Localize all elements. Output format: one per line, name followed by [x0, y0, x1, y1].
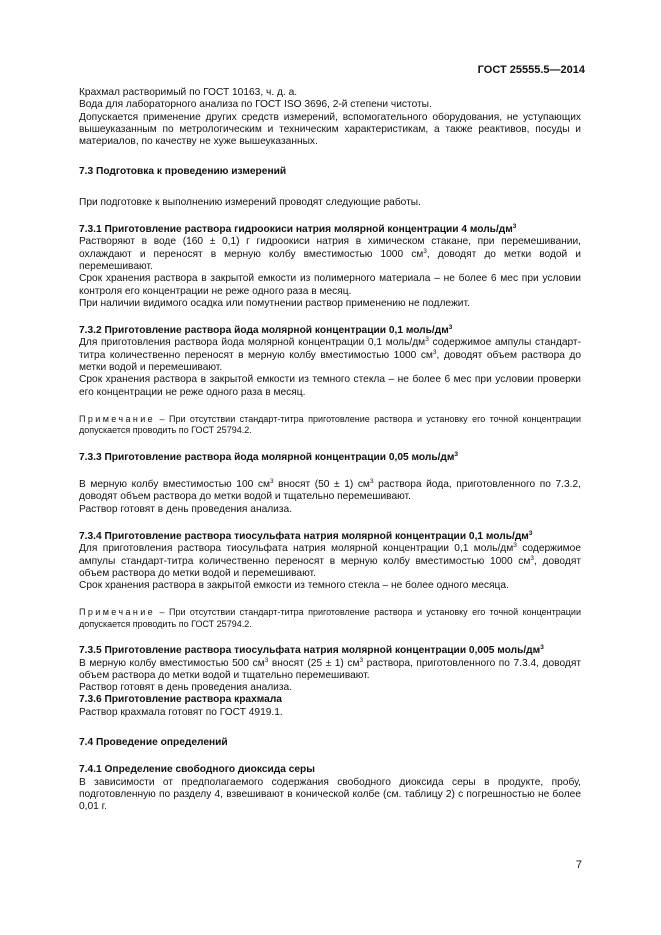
section-7-3-1-para-2: Срок хранения раствора в закрытой емкости из полимерного материала – не более 6 мес при условии контроля его концентрации не реже одного раза в месяц.	[79, 273, 581, 297]
section-7-3-1-heading: 7.3.1 Приготовление раствора гидроокиси натрия молярной концентрации 4 моль/$дм^3$	[79, 223, 517, 236]
section-7-3-2-para-2: Срок хранения раствора в закрытой емкости из темного стекла – не более 6 мес при условии проверки его концентрации не реже одного раза в месяц.	[79, 374, 581, 398]
section-7-3-5-para-1: В мерную колбу вместимостью 500 $см^3$ вносят (25 ± 1) $см^3$ раствора, приготовленного по 7.3.4, доводят объем раствора до метки водой и тщательно перемешивают.	[79, 656, 582, 681]
reagent-water: Вода для лабораторного анализа по ГОСТ ISO 3696, 2-й степени чистоты.	[79, 99, 432, 111]
section-7-3-4-heading: 7.3.4 Приготовление раствора тиосульфата натрия молярной концентрации 0,1 моль/$дм^3$	[79, 529, 533, 542]
standard-code: ГОСТ 25555.5—2014	[477, 64, 585, 76]
allowed-substitutes: Допускается применение других средств измерений, вспомогательного оборудования, не уступающих вышеуказанным по метрологическим и техническим характеристикам, а также реактивов, посуды и материалов, по качеству не хуже вышеуказанных.	[79, 111, 581, 148]
section-7-3-4-note: Примечание – При отсутствии стандарт-титра приготовление раствора и установку его точной концентрации допускается проводить по ГОСТ 25794.2.	[79, 607, 581, 629]
section-7-4-1-heading: 7.4.1 Определение свободного диоксида серы	[79, 764, 315, 776]
section-7-3-2-heading: 7.3.2 Приготовление раствора йода молярной концентрации 0,1 моль/$дм^3$	[79, 324, 453, 337]
section-7-3-5-heading: 7.3.5 Приготовление раствора тиосульфата натрия молярной концентрации 0,005 моль/$дм^3$	[79, 644, 544, 657]
section-7-3-6-para-1: Раствор крахмала готовят по ГОСТ 4919.1.	[79, 706, 283, 718]
section-7-3-2-para-1: Для приготовления раствора йода молярной концентрации 0,1 моль/$дм^3$ содержимое ампулы стандарт-титра количественно переносят в мерную колбу вместимостью 1000 $см^3$, доводят объем раствора до метки водой и перемешивают.	[79, 336, 581, 374]
note-label: Примечание	[79, 413, 156, 424]
section-7-3-6-heading: 7.3.6 Приготовление раствора крахмала	[79, 694, 282, 706]
section-7-3-1-para-3: При наличии видимого осадка или помутнении раствор применению не подлежит.	[79, 297, 470, 309]
page-body	[79, 87, 581, 814]
section-7-3-heading: 7.3 Подготовка к проведению измерений	[79, 166, 287, 178]
section-7-3-2-note: Примечание – При отсутствии стандарт-титра приготовление раствора и установку его точной концентрации допускается проводить по ГОСТ 25794.2.	[79, 413, 581, 436]
section-7-3-3-para-2: Раствор готовят в день проведения анализа.	[79, 503, 293, 515]
section-7-3-3-para-1: В мерную колбу вместимостью 100 $см^3$ вносят (50 ± 1) $см^3$ раствора йода, приготовленного по 7.3.2, доводят объем раствора до метки водой и тщательно перемешивают.	[79, 478, 581, 503]
section-7-3-4-para-2: Срок хранения раствора в закрытой емкости из темного стекла – не более одного месяца.	[79, 580, 509, 592]
section-7-3-5-para-2: Раствор готовят в день проведения анализа.	[79, 682, 293, 694]
page-number: 7	[575, 859, 582, 871]
note-label: Примечание	[79, 607, 156, 618]
reagent-starch: Крахмал растворимый по ГОСТ 10163, ч. д. а.	[79, 87, 298, 98]
section-7-4-1-para-1: В зависимости от предполагаемого содержания свободного диоксида серы в продукте, пробу, подготовленную по разделу 4, взвешивают в конической колбе (см. таблицу 2) с погрешностью не более 0,01 г.	[79, 776, 581, 813]
section-7-3-3-heading: 7.3.3 Приготовление раствора йода молярной концентрации 0,05 моль/$дм^3$	[79, 450, 459, 463]
section-7-4-heading: 7.4 Проведение определений	[79, 737, 228, 749]
section-7-3-1-para-1: Растворяют в воде (160 ± 0,1) г гидроокиси натрия в химическом стакане, при перемешивании, охлаждают и переносят в мерную колбу вместимостью 1000 $см^3$, доводят до метки водой и перемешивают.	[79, 236, 581, 272]
section-7-3-4-para-1: Для приготовления раствора тиосульфата натрия молярной концентрации 0,1 моль/$дм^3$ содержимое ампулы стандарт-титра количественно переносят в мерную колбу вместимостью 1000 $см^3$, доводят объем раствора до метки водой и перемешивают.	[79, 542, 582, 579]
section-7-3-text: При подготовке к выполнению измерений проводят следующие работы.	[79, 196, 421, 208]
